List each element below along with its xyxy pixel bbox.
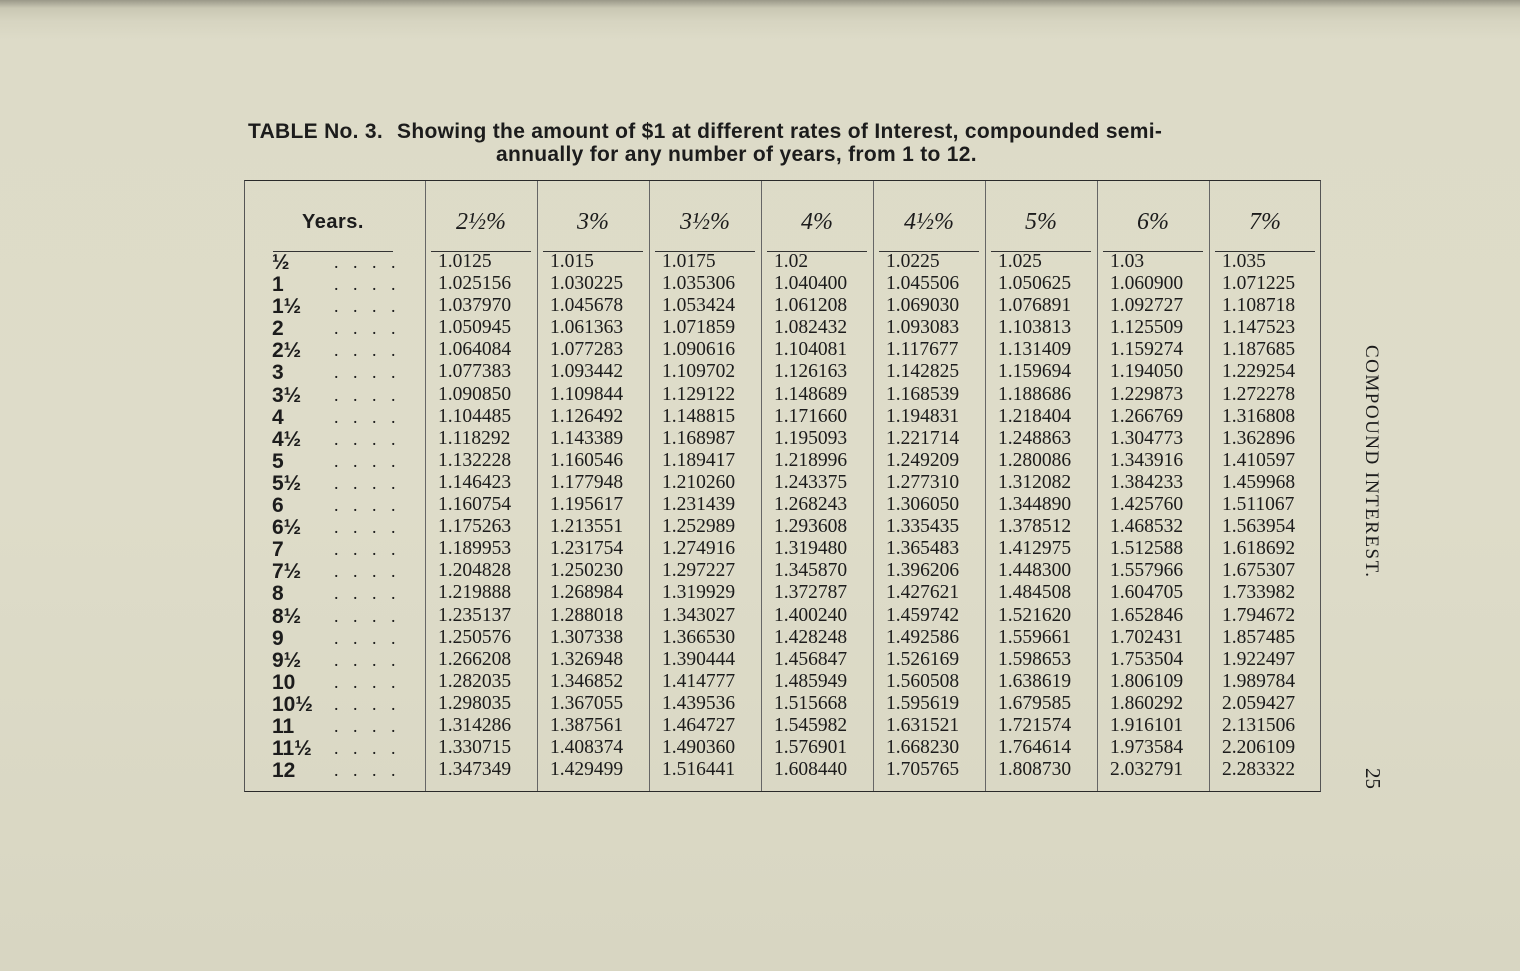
table-cell: 1.448300 — [998, 560, 1072, 582]
table-cell: 1.346852 — [550, 670, 624, 692]
year-row-label — [272, 759, 432, 781]
leader-dots: . . . . — [334, 627, 401, 648]
table-cell: 1.037970 — [438, 295, 512, 317]
table-cell: 1.492586 — [886, 626, 960, 648]
table-cell: 1.425760 — [1110, 494, 1184, 516]
table-cell: 1.604705 — [1110, 582, 1184, 604]
table-cell: 1.414777 — [662, 670, 736, 692]
table-cell: 1.282035 — [438, 670, 512, 692]
header-rate: 7% — [1215, 193, 1315, 252]
table-cell: 1.250576 — [438, 626, 512, 648]
table-cell: 1.319480 — [774, 538, 848, 560]
year-row-label — [272, 627, 432, 649]
rate-column — [1110, 251, 1183, 781]
year-row-label — [272, 538, 432, 560]
table-cell: 1.077283 — [550, 339, 624, 361]
table-cell: 1.316808 — [1222, 405, 1296, 427]
table-cell: 1.343916 — [1110, 449, 1184, 471]
table-cell: 1.857485 — [1222, 626, 1296, 648]
table-cell: 1.177948 — [550, 471, 624, 493]
table-cell: 1.060900 — [1110, 273, 1184, 295]
table-cell: 1.125509 — [1110, 317, 1184, 339]
years-column — [272, 251, 432, 781]
table-cell: 1.168539 — [886, 383, 960, 405]
year-row-label — [272, 450, 432, 472]
table-cell: 1.118292 — [438, 427, 511, 449]
year-row-label — [272, 516, 432, 538]
table-cell: 1.330715 — [438, 737, 512, 759]
table-cell: 1.025 — [998, 251, 1042, 272]
table-cell: 2.131506 — [1222, 714, 1296, 736]
leader-dots: . . . . — [334, 406, 401, 427]
table-cell: 1.326948 — [550, 648, 624, 670]
table-cell: 1.030225 — [550, 273, 624, 295]
table-cell: 1.045678 — [550, 295, 624, 317]
table-cell: 1.468532 — [1110, 516, 1184, 538]
table-cell: 1.266208 — [438, 648, 512, 670]
table-cell: 1.218404 — [998, 405, 1072, 427]
table-cell: 1.090616 — [662, 339, 736, 361]
year-label: 1½ — [272, 295, 302, 319]
table-cell: 1.03 — [1110, 251, 1145, 272]
table-cell: 1.675307 — [1222, 560, 1296, 582]
table-cell: 1.071859 — [662, 317, 736, 339]
year-label: 4½ — [272, 427, 302, 451]
leader-dots: . . . . — [334, 605, 401, 626]
table-cell: 1.515668 — [774, 692, 848, 714]
header-rate: 2½% — [431, 193, 531, 252]
table-cell: 1.563954 — [1222, 516, 1296, 538]
header-years: Years. — [273, 193, 393, 252]
table-cell: 1.456847 — [774, 648, 848, 670]
table-cell: 1.213551 — [550, 516, 624, 538]
table-cell: 1.410597 — [1222, 449, 1296, 471]
table-cell: 1.384233 — [1110, 471, 1184, 493]
table-cell: 1.194831 — [886, 405, 960, 427]
table-cell: 1.159694 — [998, 361, 1072, 383]
table-cell: 1.266769 — [1110, 405, 1184, 427]
year-label: 11½ — [272, 737, 312, 761]
table-cell: 1.076891 — [998, 295, 1072, 317]
table-cell: 1.679585 — [998, 692, 1072, 714]
table-cell: 1.412975 — [998, 538, 1072, 560]
table-cell: 1.126492 — [550, 405, 624, 427]
table-cell: 1.045506 — [886, 273, 960, 295]
header-rate: 4% — [767, 193, 867, 252]
table-cell: 1.229254 — [1222, 361, 1296, 383]
year-label: 6 — [272, 494, 284, 518]
year-row-label — [272, 693, 432, 715]
header-rate: 3½% — [655, 193, 755, 252]
table-cell: 1.464727 — [662, 714, 736, 736]
table-cell: 1.160546 — [550, 449, 624, 471]
leader-dots: . . . . — [334, 450, 401, 471]
table-cell: 1.090850 — [438, 383, 512, 405]
table-cell: 2.032791 — [1110, 759, 1184, 781]
table-cell: 1.231754 — [550, 538, 624, 560]
table-cell: 1.387561 — [550, 714, 624, 736]
year-row-label — [272, 671, 432, 693]
table-cell: 1.071225 — [1222, 273, 1296, 295]
table-cell: 1.268984 — [550, 582, 624, 604]
table-description-line2: annually for any number of years, from 1 to 12. — [496, 143, 977, 166]
table-cell: 1.187685 — [1222, 339, 1296, 361]
table-cell: 1.280086 — [998, 449, 1072, 471]
table-cell: 1.304773 — [1110, 427, 1184, 449]
table-cell: 1.668230 — [886, 737, 960, 759]
table-cell: 1.378512 — [998, 516, 1072, 538]
header-rate: 5% — [991, 193, 1091, 252]
table-cell: 1.093083 — [886, 317, 960, 339]
table-cell: 1.171660 — [774, 405, 848, 427]
leader-dots: . . . . — [334, 693, 401, 714]
table-cell: 1.108718 — [1222, 295, 1296, 317]
table-cell: 1.297227 — [662, 560, 736, 582]
table-cell: 1.092727 — [1110, 295, 1184, 317]
table-cell: 1.366530 — [662, 626, 736, 648]
year-label: 9½ — [272, 648, 302, 672]
table-cell: 1.015 — [550, 251, 594, 272]
leader-dots: . . . . — [334, 715, 401, 736]
table-cell: 1.050625 — [998, 273, 1072, 295]
table-cell: 1.268243 — [774, 494, 848, 516]
rate-column — [662, 251, 735, 781]
leader-dots: . . . . — [334, 274, 401, 295]
year-row-label — [272, 649, 432, 671]
table-cell: 1.345870 — [774, 560, 848, 582]
table-cell: 1.103813 — [998, 317, 1072, 339]
leader-dots: . . . . — [334, 384, 401, 405]
column-rule — [985, 181, 986, 791]
year-label: 5 — [272, 449, 284, 473]
table-cell: 1.733982 — [1222, 582, 1296, 604]
table-cell: 1.142825 — [886, 361, 960, 383]
table-cell: 1.249209 — [886, 449, 960, 471]
table-cell: 1.545982 — [774, 714, 848, 736]
column-rule — [1097, 181, 1098, 791]
table-cell: 1.050945 — [438, 317, 512, 339]
year-label: 10½ — [272, 692, 313, 716]
table-cell: 1.916101 — [1110, 714, 1184, 736]
table-cell: 1.428248 — [774, 626, 848, 648]
column-rule — [649, 181, 650, 791]
leader-dots: . . . . — [334, 760, 401, 781]
table-cell: 1.652846 — [1110, 604, 1184, 626]
table-cell: 1.035306 — [662, 273, 736, 295]
year-row-label — [272, 605, 432, 627]
leader-dots: . . . . — [334, 583, 401, 604]
year-label: 6½ — [272, 516, 302, 540]
year-label: ½ — [272, 251, 290, 274]
year-label: 10 — [272, 670, 296, 694]
table-cell: 1.459742 — [886, 604, 960, 626]
table-cell: 1.631521 — [886, 714, 960, 736]
table-cell: 1.362896 — [1222, 427, 1296, 449]
table-cell: 1.189953 — [438, 538, 512, 560]
leader-dots: . . . . — [334, 318, 401, 339]
year-label: 3½ — [272, 383, 302, 407]
table-cell: 1.082432 — [774, 317, 848, 339]
table-cell: 1.131409 — [998, 339, 1072, 361]
table-cell: 1.576901 — [774, 737, 848, 759]
table-cell: 1.272278 — [1222, 383, 1296, 405]
leader-dots: . . . . — [334, 428, 401, 449]
table-cell: 1.194050 — [1110, 361, 1184, 383]
table-cell: 2.206109 — [1222, 737, 1296, 759]
leader-dots: . . . . — [334, 671, 401, 692]
table-cell: 1.806109 — [1110, 670, 1184, 692]
year-row-label — [272, 295, 432, 317]
page-top-edge — [0, 0, 1520, 22]
leader-dots: . . . . — [334, 340, 401, 361]
table-cell: 1.109702 — [662, 361, 736, 383]
table-cell: 1.061363 — [550, 317, 624, 339]
table-cell: 1.314286 — [438, 714, 512, 736]
table-cell: 1.189417 — [662, 449, 736, 471]
rate-column — [774, 251, 847, 781]
table-cell: 1.439536 — [662, 692, 736, 714]
table-cell: 1.721574 — [998, 714, 1072, 736]
table-cell: 1.252989 — [662, 516, 736, 538]
table-description-line1: Showing the amount of $1 at different rates of Interest, compounded semi- — [397, 120, 1163, 143]
column-rule — [1209, 181, 1210, 791]
table-cell: 1.485949 — [774, 670, 848, 692]
table-cell: 1.511067 — [1222, 494, 1295, 516]
table-cell: 1.367055 — [550, 692, 624, 714]
table-cell: 1.557966 — [1110, 560, 1184, 582]
year-row-label — [272, 737, 432, 759]
rate-column — [1222, 251, 1295, 781]
table-cell: 1.306050 — [886, 494, 960, 516]
table-cell: 2.059427 — [1222, 692, 1296, 714]
year-row-label — [272, 494, 432, 516]
year-label: 2 — [272, 317, 284, 341]
table-cell: 1.973584 — [1110, 737, 1184, 759]
year-row-label — [272, 428, 432, 450]
year-label: 1 — [272, 273, 284, 297]
table-cell: 1.147523 — [1222, 317, 1296, 339]
table-cell: 1.195617 — [550, 494, 624, 516]
table-cell: 1.148815 — [662, 405, 736, 427]
rate-column — [550, 251, 623, 781]
table-cell: 1.390444 — [662, 648, 736, 670]
table-cell: 1.343027 — [662, 604, 736, 626]
table-cell: 1.922497 — [1222, 648, 1296, 670]
table-cell: 1.132228 — [438, 449, 512, 471]
year-label: 3 — [272, 361, 284, 385]
table-cell: 1.126163 — [774, 361, 848, 383]
table-cell: 1.618692 — [1222, 538, 1296, 560]
year-label: 11 — [272, 714, 295, 738]
table-cell: 1.335435 — [886, 516, 960, 538]
table-cell: 1.0125 — [438, 251, 492, 272]
year-row-label — [272, 560, 432, 582]
year-row-label — [272, 582, 432, 604]
table-cell: 1.02 — [774, 251, 809, 272]
table-cell: 1.188686 — [998, 383, 1072, 405]
leader-dots: . . . . — [334, 296, 401, 317]
column-rule — [873, 181, 874, 791]
table-cell: 1.195093 — [774, 427, 848, 449]
year-row-label — [272, 251, 432, 273]
table-cell: 1.638619 — [998, 670, 1072, 692]
table-label: TABLE No. 3. — [248, 120, 384, 143]
table-cell: 1.512588 — [1110, 538, 1184, 560]
year-row-label — [272, 406, 432, 428]
year-row-label — [272, 339, 432, 361]
table-cell: 1.250230 — [550, 560, 624, 582]
header-rate: 6% — [1103, 193, 1203, 252]
table-cell: 1.989784 — [1222, 670, 1296, 692]
table-cell: 1.069030 — [886, 295, 960, 317]
table-cell: 1.229873 — [1110, 383, 1184, 405]
table-cell: 1.598653 — [998, 648, 1072, 670]
table-cell: 1.160754 — [438, 494, 512, 516]
table-cell: 1.347349 — [438, 759, 512, 781]
table-cell: 1.298035 — [438, 692, 512, 714]
table-cell: 1.277310 — [886, 471, 960, 493]
table-cell: 1.490360 — [662, 737, 736, 759]
page-number: 25 — [1361, 768, 1385, 789]
year-label: 7½ — [272, 560, 302, 584]
year-row-label — [272, 273, 432, 295]
table-cell: 1.526169 — [886, 648, 960, 670]
table-cell: 1.753504 — [1110, 648, 1184, 670]
table-cell: 1.459968 — [1222, 471, 1296, 493]
table-cell: 1.365483 — [886, 538, 960, 560]
table-cell: 1.372787 — [774, 582, 848, 604]
table-cell: 1.210260 — [662, 471, 736, 493]
year-row-label — [272, 715, 432, 737]
year-label: 2½ — [272, 339, 302, 363]
table-cell: 1.559661 — [998, 626, 1072, 648]
table-cell: 1.408374 — [550, 737, 624, 759]
table-cell: 1.159274 — [1110, 339, 1184, 361]
table-cell: 1.235137 — [438, 604, 512, 626]
year-row-label — [272, 384, 432, 406]
table-cell: 1.319929 — [662, 582, 736, 604]
table-cell: 1.344890 — [998, 494, 1072, 516]
column-rule — [761, 181, 762, 791]
table-cell: 1.705765 — [886, 759, 960, 781]
table-cell: 1.109844 — [550, 383, 624, 405]
table-cell: 1.808730 — [998, 759, 1072, 781]
table-cell: 1.0175 — [662, 251, 716, 272]
year-label: 4 — [272, 405, 284, 429]
table-cell: 1.175263 — [438, 516, 512, 538]
table-cell: 1.053424 — [662, 295, 736, 317]
leader-dots: . . . . — [334, 738, 401, 759]
table-cell: 1.117677 — [886, 339, 959, 361]
table-cell: 1.204828 — [438, 560, 512, 582]
leader-dots: . . . . — [334, 362, 401, 383]
table-cell: 1.702431 — [1110, 626, 1184, 648]
table-cell: 1.218996 — [774, 449, 848, 471]
interest-table — [244, 180, 1321, 792]
running-head: COMPOUND INTEREST. — [1361, 345, 1382, 579]
table-cell: 1.061208 — [774, 295, 848, 317]
table-cell: 1.429499 — [550, 759, 624, 781]
year-label: 8 — [272, 582, 284, 606]
table-cell: 1.129122 — [662, 383, 736, 405]
leader-dots: . . . . — [334, 472, 401, 493]
table-cell: 1.860292 — [1110, 692, 1184, 714]
year-row-label — [272, 472, 432, 494]
year-label: 9 — [272, 626, 284, 650]
table-cell: 1.560508 — [886, 670, 960, 692]
table-cell: 1.274916 — [662, 538, 736, 560]
table-cell: 1.143389 — [550, 427, 624, 449]
table-cell: 1.288018 — [550, 604, 624, 626]
table-cell: 1.104485 — [438, 405, 512, 427]
table-cell: 2.283322 — [1222, 759, 1296, 781]
table-cell: 1.104081 — [774, 339, 848, 361]
leader-dots: . . . . — [334, 252, 401, 272]
table-cell: 1.248863 — [998, 427, 1072, 449]
table-cell: 1.312082 — [998, 471, 1072, 493]
year-label: 5½ — [272, 471, 302, 495]
table-cell: 1.231439 — [662, 494, 736, 516]
table-cell: 1.221714 — [886, 427, 960, 449]
table-cell: 1.148689 — [774, 383, 848, 405]
table-cell: 1.219888 — [438, 582, 512, 604]
table-cell: 1.595619 — [886, 692, 960, 714]
leader-dots: . . . . — [334, 561, 401, 582]
header-rate: 3% — [543, 193, 643, 252]
header-rate: 4½% — [879, 193, 979, 252]
year-row-label — [272, 317, 432, 339]
table-cell: 1.608440 — [774, 759, 848, 781]
leader-dots: . . . . — [334, 539, 401, 560]
year-label: 12 — [272, 759, 296, 783]
table-cell: 1.427621 — [886, 582, 960, 604]
leader-dots: . . . . — [334, 495, 401, 516]
table-cell: 1.025156 — [438, 273, 512, 295]
table-cell: 1.146423 — [438, 471, 512, 493]
table-cell: 1.400240 — [774, 604, 848, 626]
year-label: 8½ — [272, 604, 302, 628]
table-title — [248, 120, 1328, 166]
table-cell: 1.243375 — [774, 471, 848, 493]
table-cell: 1.516441 — [662, 759, 736, 781]
table-cell: 1.035 — [1222, 251, 1266, 272]
table-cell: 1.040400 — [774, 273, 848, 295]
leader-dots: . . . . — [334, 649, 401, 670]
rate-column — [438, 251, 511, 781]
table-cell: 1.396206 — [886, 560, 960, 582]
table-cell: 1.293608 — [774, 516, 848, 538]
table-cell: 1.764614 — [998, 737, 1072, 759]
table-cell: 1.093442 — [550, 361, 624, 383]
table-cell: 1.077383 — [438, 361, 512, 383]
table-cell: 1.484508 — [998, 582, 1072, 604]
table-cell: 1.0225 — [886, 251, 940, 272]
rate-column — [998, 251, 1071, 781]
table-cell: 1.794672 — [1222, 604, 1296, 626]
year-label: 7 — [272, 538, 284, 562]
leader-dots: . . . . — [334, 517, 401, 538]
table-cell: 1.168987 — [662, 427, 736, 449]
year-row-label — [272, 361, 432, 383]
table-cell: 1.064084 — [438, 339, 512, 361]
rate-column — [886, 251, 959, 781]
column-rule — [537, 181, 538, 791]
table-cell: 1.307338 — [550, 626, 624, 648]
table-cell: 1.521620 — [998, 604, 1072, 626]
